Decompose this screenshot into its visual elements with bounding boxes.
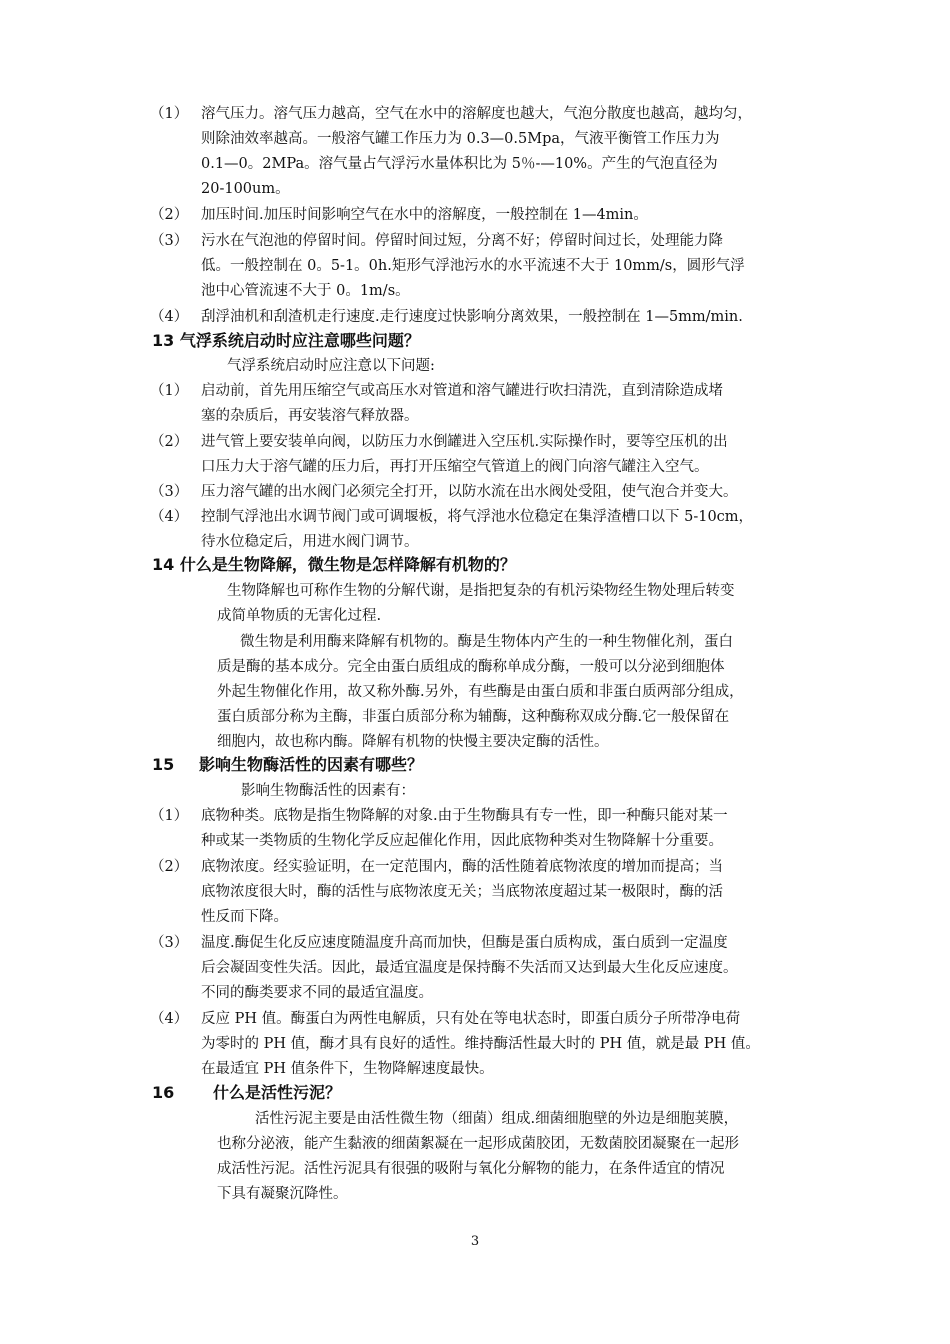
item-number: （1） bbox=[150, 106, 189, 122]
text-line: 污水在气泡池的停留时间。停留时间过短，分离不好；停留时间过长，处理能力降 bbox=[201, 233, 723, 249]
text-line: 后会凝固变性失活。因此，最适宜温度是保持酶不失活而又达到最大生化反应速度。 bbox=[201, 960, 738, 976]
text-line: 为零时的 PH 值，酶才具有良好的适性。维持酶活性最大时的 PH 值，就是最 PH 值。 bbox=[201, 1036, 760, 1052]
text-line: 下具有凝聚沉降性。 bbox=[217, 1186, 348, 1202]
text-line: 温度.酶促生化反应速度随温度升高而加快，但酶是蛋白质构成，蛋白质到一定温度 bbox=[201, 935, 728, 951]
text-line: 外起生物催化作用，故又称外酶.另外，有些酶是由蛋白质和非蛋白质两部分组成， bbox=[217, 684, 744, 700]
item-number: （2） bbox=[150, 434, 189, 450]
text-line: 在最适宜 PH 值条件下，生物降解速度最快。 bbox=[201, 1061, 494, 1077]
item-number: （4） bbox=[150, 309, 189, 325]
item-number: （3） bbox=[150, 935, 189, 951]
section-heading-15: 影响生物酶活性的因素有哪些？ bbox=[199, 755, 424, 774]
text-line: 成简单物质的无害化过程. bbox=[217, 608, 382, 624]
text-line: 底物浓度。经实验证明，在一定范围内，酶的活性随着底物浓度的增加而提高；当 bbox=[201, 859, 723, 875]
text-line: 0.1—0。2MPa。溶气量占气浮污水量体积比为 5％-—10%。产生的气泡直径为 bbox=[201, 156, 718, 172]
text-line: 则除油效率越高。一般溶气罐工作压力为 0.3—0.5Mpa，气液平衡管工作压力为 bbox=[201, 131, 720, 147]
section-number-16: 16 bbox=[152, 1083, 175, 1102]
text-line: 细胞内，故也称内酶。降解有机物的快慢主要决定酶的活性。 bbox=[217, 734, 609, 750]
text-line: 进气管上要安装单向阀，以防压力水倒罐进入空压机.实际操作时，要等空压机的出 bbox=[201, 434, 728, 450]
text-line: 20-100um。 bbox=[201, 181, 290, 197]
item-number: （4） bbox=[150, 509, 189, 525]
text-line: 压力溶气罐的出水阀门必须完全打开，以防水流在出水阀处受阻，使气泡合并变大。 bbox=[201, 484, 738, 500]
item-number: （1） bbox=[150, 383, 189, 399]
text-line: 控制气浮池出水调节阀门或可调堰板，将气浮池水位稳定在集浮渣槽口以下 5-10cm， bbox=[201, 509, 754, 525]
text-line: 溶气压力。溶气压力越高，空气在水中的溶解度也越大，气泡分散度也越高，越均匀， bbox=[201, 106, 752, 122]
page-number: 3 bbox=[470, 1234, 480, 1249]
section-number-15: 15 bbox=[152, 755, 175, 774]
text-line: 不同的酶类要求不同的最适宜温度。 bbox=[201, 985, 433, 1001]
item-number: （4） bbox=[150, 1011, 189, 1027]
text-line: 刮浮油机和刮渣机走行速度.走行速度过快影响分离效果，一般控制在 1—5mm/min. bbox=[201, 309, 743, 325]
section-heading-14: 14 什么是生物降解，微生物是怎样降解有机物的？ bbox=[152, 555, 516, 574]
text-line: 性反而下降。 bbox=[201, 909, 288, 925]
text-line: 低。一般控制在 0。5-1。0h.矩形气浮池污水的水平流速不大于 10mm/s，圆形气浮 bbox=[201, 258, 745, 274]
intro-text: 气浮系统启动时应注意以下问题: bbox=[227, 358, 435, 374]
text-line: 塞的杂质后，再安装溶气释放器。 bbox=[201, 408, 419, 424]
text-line: 质是酶的基本成分。完全由蛋白质组成的酶称单成分酶，一般可以分泌到细胞体 bbox=[217, 659, 725, 675]
text-line: 待水位稳定后，用进水阀门调节。 bbox=[201, 534, 419, 550]
text-line: 池中心管流速不大于 0。1m/s。 bbox=[201, 283, 410, 299]
text-line: 成活性污泥。活性污泥具有很强的吸附与氧化分解物的能力，在条件适宜的情况 bbox=[217, 1161, 725, 1177]
text-line: 底物浓度很大时，酶的活性与底物浓度无关；当底物浓度超过某一极限时，酶的活 bbox=[201, 884, 723, 900]
section-heading-13: 13 气浮系统启动时应注意哪些问题？ bbox=[152, 331, 420, 350]
section-heading-16: 什么是活性污泥？ bbox=[213, 1083, 342, 1102]
text-line: 种或某一类物质的生物化学反应起催化作用，因此底物种类对生物降解十分重要。 bbox=[201, 833, 723, 849]
intro-text: 影响生物酶活性的因素有： bbox=[241, 783, 415, 799]
text-line: 也称分泌液，能产生黏液的细菌絮凝在一起形成菌胶团，无数菌胶团凝聚在一起形 bbox=[217, 1136, 739, 1152]
text-line: 加压时间.加压时间影响空气在水中的溶解度，一般控制在 1—4min。 bbox=[201, 207, 648, 223]
text-line: 活性污泥主要是由活性微生物（细菌）组成.细菌细胞壁的外边是细胞荚膜， bbox=[255, 1111, 739, 1127]
text-line: 生物降解也可称作生物的分解代谢，是指把复杂的有机污染物经生物处理后转变 bbox=[227, 583, 735, 599]
item-number: （1） bbox=[150, 808, 189, 824]
text-line: 口压力大于溶气罐的压力后，再打开压缩空气管道上的阀门向溶气罐注入空气。 bbox=[201, 459, 709, 475]
item-number: （3） bbox=[150, 233, 189, 249]
item-number: （2） bbox=[150, 859, 189, 875]
text-line: 微生物是利用酶来降解有机物的。酶是生物体内产生的一种生物催化剂，蛋白 bbox=[240, 634, 733, 650]
item-number: （3） bbox=[150, 484, 189, 500]
text-line: 底物种类。底物是指生物降解的对象.由于生物酶具有专一性，即一种酶只能对某一 bbox=[201, 808, 728, 824]
text-line: 反应 PH 值。酶蛋白为两性电解质，只有处在等电状态时，即蛋白质分子所带净电荷 bbox=[201, 1011, 741, 1027]
text-line: 蛋白质部分称为主酶，非蛋白质部分称为辅酶，这种酶称双成分酶.它一般保留在 bbox=[217, 709, 730, 725]
item-number: （2） bbox=[150, 207, 189, 223]
text-line: 启动前，首先用压缩空气或高压水对管道和溶气罐进行吹扫清洗，直到清除造成堵 bbox=[201, 383, 723, 399]
